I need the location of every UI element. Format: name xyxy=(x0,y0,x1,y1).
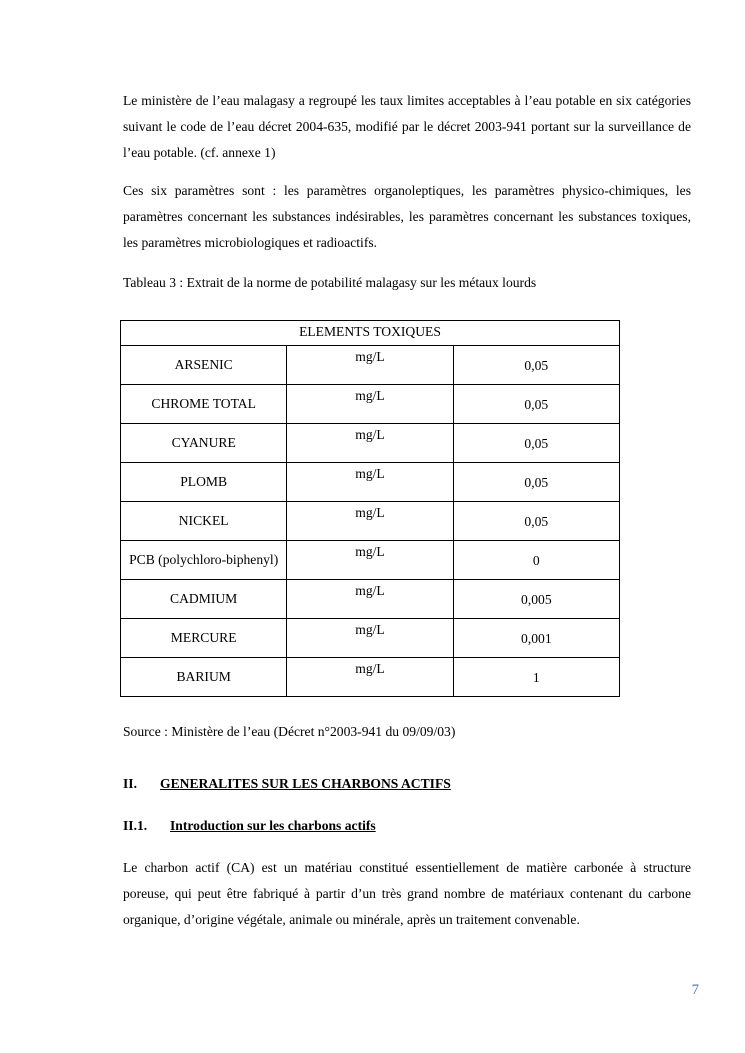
page-number: 7 xyxy=(691,982,699,998)
toxic-elements-table xyxy=(120,320,620,697)
table-row xyxy=(121,385,620,424)
unit-cell: mg/L xyxy=(287,502,453,541)
table-row xyxy=(121,580,620,619)
element-name-cell: CHROME TOTAL xyxy=(121,385,287,424)
value-cell: 0,05 xyxy=(453,385,619,424)
value-cell: 0,05 xyxy=(453,424,619,463)
value-cell: 0,05 xyxy=(453,502,619,541)
table-row xyxy=(121,463,620,502)
element-name-cell: PLOMB xyxy=(121,463,287,502)
source-note: Source : Ministère de l’eau (Décret n°2003-941 du 09/09/03) xyxy=(123,724,456,739)
table-row xyxy=(121,658,620,697)
value-cell: 0,05 xyxy=(453,463,619,502)
element-name-cell: CYANURE xyxy=(121,424,287,463)
unit-cell: mg/L xyxy=(287,463,453,502)
table-row xyxy=(121,424,620,463)
section-heading xyxy=(123,771,691,797)
section-number: II. xyxy=(123,776,137,791)
value-cell: 1 xyxy=(453,658,619,697)
subsection-title: Introduction sur les charbons actifs xyxy=(170,818,376,833)
value-cell: 0,001 xyxy=(453,619,619,658)
table-caption: Tableau 3 : Extrait de la norme de potabilité malagasy sur les métaux lourds xyxy=(123,275,537,290)
table-row xyxy=(121,502,620,541)
element-name-cell: NICKEL xyxy=(121,502,287,541)
unit-cell: mg/L xyxy=(287,580,453,619)
element-name-cell: ARSENIC xyxy=(121,346,287,385)
table-row xyxy=(121,541,620,580)
subsection-heading xyxy=(123,813,691,839)
unit-cell: mg/L xyxy=(287,658,453,697)
value-cell: 0,05 xyxy=(453,346,619,385)
table-header-title: ELEMENTS TOXIQUES xyxy=(121,321,620,346)
table-row xyxy=(121,619,620,658)
element-name-cell: BARIUM xyxy=(121,658,287,697)
table-row xyxy=(121,346,620,385)
section-title: GENERALITES SUR LES CHARBONS ACTIFS xyxy=(160,776,451,791)
subsection-number: II.1. xyxy=(123,818,148,833)
value-cell: 0,005 xyxy=(453,580,619,619)
element-name-cell: PCB (polychloro-biphenyl) xyxy=(121,541,287,580)
element-name-cell: CADMIUM xyxy=(121,580,287,619)
paragraph-charbon-actif: Le charbon actif (CA) est un matériau constitué essentiellement de matière carbonée à structure poreuse, qui peut être fabriqué à partir d’un très grand nombre de matériaux contenant du carbone organique, d’origine végétale, animale ou minérale, après un traitement convenable. xyxy=(123,860,691,927)
element-name-cell: MERCURE xyxy=(121,619,287,658)
unit-cell: mg/L xyxy=(287,346,453,385)
paragraph-ministere: Le ministère de l’eau malagasy a regroupé les taux limites acceptables à l’eau potable en six catégories suivant le code de l’eau décret 2004-635, modifié par le décret 2003-941 portant sur la surveillance de l’eau potable. (cf. annexe 1) xyxy=(123,93,691,160)
value-cell: 0 xyxy=(453,541,619,580)
unit-cell: mg/L xyxy=(287,541,453,580)
unit-cell: mg/L xyxy=(287,385,453,424)
unit-cell: mg/L xyxy=(287,424,453,463)
table-header-row xyxy=(121,321,620,346)
paragraph-parametres: Ces six paramètres sont : les paramètres organoleptiques, les paramètres physico-chimiques, les paramètres concernant les substances indésirables, les paramètres concernant les substances toxiques, les paramètres microbiologiques et radioactifs. xyxy=(123,183,691,250)
unit-cell: mg/L xyxy=(287,619,453,658)
